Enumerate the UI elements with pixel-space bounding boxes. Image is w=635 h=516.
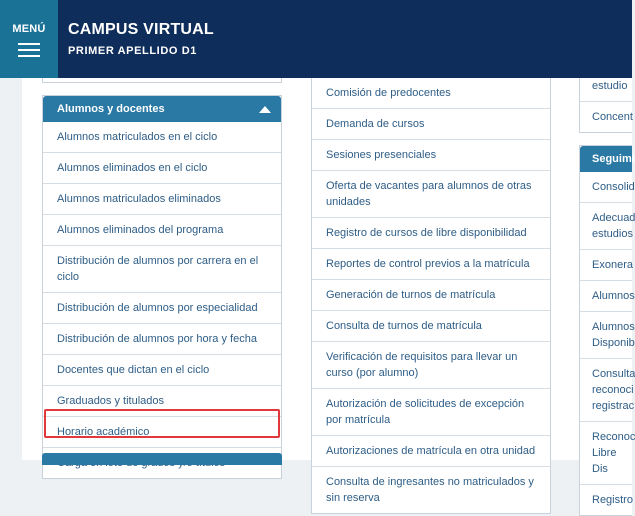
list-item[interactable]: Generación de turnos de matrícula — [312, 280, 550, 311]
list-item[interactable]: Exonera — [580, 250, 632, 281]
card-previous-partial — [579, 78, 632, 133]
card-header-label: Alumnos y docentes — [57, 103, 165, 115]
card-header-alumnos-docentes[interactable] — [43, 96, 281, 122]
list-item[interactable]: Adecuad estudios — [580, 203, 632, 250]
list-item[interactable]: Autorización de solicitudes de excepción por matrícula — [312, 389, 550, 436]
list-item[interactable]: Reportes de control previos a la matrícula — [312, 249, 550, 280]
list-item[interactable]: Distribución de alumnos por especialidad — [43, 293, 281, 324]
list-item[interactable]: Oferta de vacantes para alumnos de otras unidades — [312, 171, 550, 218]
list-item[interactable]: Comisión de predocentes — [312, 78, 550, 109]
top-bar — [0, 0, 632, 78]
list-item[interactable]: Alumnos matriculados eliminados — [43, 184, 281, 215]
list-item[interactable]: Autorizaciones de matrícula en otra unidad — [312, 436, 550, 467]
list-item[interactable]: Reconoc Libre Dis — [580, 422, 632, 485]
list-item[interactable]: Graduados y titulados — [43, 386, 281, 417]
list-item[interactable]: Alumnos — [580, 281, 632, 312]
list-item[interactable]: Verificación de requisitos para llevar un curso (por alumno) — [312, 342, 550, 389]
card-matricula — [311, 78, 551, 514]
list-item[interactable]: estudio — [580, 78, 632, 102]
list-item[interactable]: Sesiones presenciales — [312, 140, 550, 171]
list-item[interactable]: Consolid — [580, 172, 632, 203]
list-item[interactable]: Horario académico — [43, 417, 281, 448]
card-header-seguimiento[interactable]: Seguimi — [580, 146, 632, 172]
list-item[interactable]: Distribución de alumnos por hora y fecha — [43, 324, 281, 355]
next-card-header[interactable] — [42, 453, 282, 465]
list-item[interactable]: Consulta reconoci registrac — [580, 359, 632, 422]
column-alumnos-docentes — [42, 78, 282, 479]
menu-label: MENÚ — [12, 23, 46, 35]
card-alumnos-docentes — [42, 95, 282, 479]
column-seguimiento — [579, 78, 635, 516]
list-item[interactable]: Alumnos Disponib — [580, 312, 632, 359]
previous-card-bottom — [42, 78, 282, 83]
hamburger-icon — [18, 43, 40, 57]
card-seguimiento — [579, 145, 635, 516]
user-name: PRIMER APELLIDO D1 — [68, 45, 197, 57]
list-item[interactable]: Consulta de turnos de matrícula — [312, 311, 550, 342]
list-item[interactable]: Consulta de ingresantes no matriculados y sin reserva — [326, 476, 534, 504]
list-item[interactable]: Registro — [592, 494, 633, 506]
list-item[interactable]: Alumnos eliminados en el ciclo — [43, 153, 281, 184]
list-item[interactable]: Docentes que dictan en el ciclo — [43, 355, 281, 386]
menu-button[interactable] — [0, 0, 58, 78]
list-item[interactable]: Alumnos matriculados en el ciclo — [43, 122, 281, 153]
column-matricula — [311, 78, 551, 514]
list-item[interactable]: Alumnos eliminados del programa — [43, 215, 281, 246]
list-item[interactable]: Concent — [592, 111, 633, 123]
caret-up-icon — [259, 106, 271, 113]
list-item[interactable]: Distribución de alumnos por carrera en el ciclo — [43, 246, 281, 293]
app-title: CAMPUS VIRTUAL — [68, 21, 214, 38]
list-item[interactable]: Demanda de cursos — [312, 109, 550, 140]
list-item[interactable]: Registro de cursos de libre disponibilidad — [312, 218, 550, 249]
